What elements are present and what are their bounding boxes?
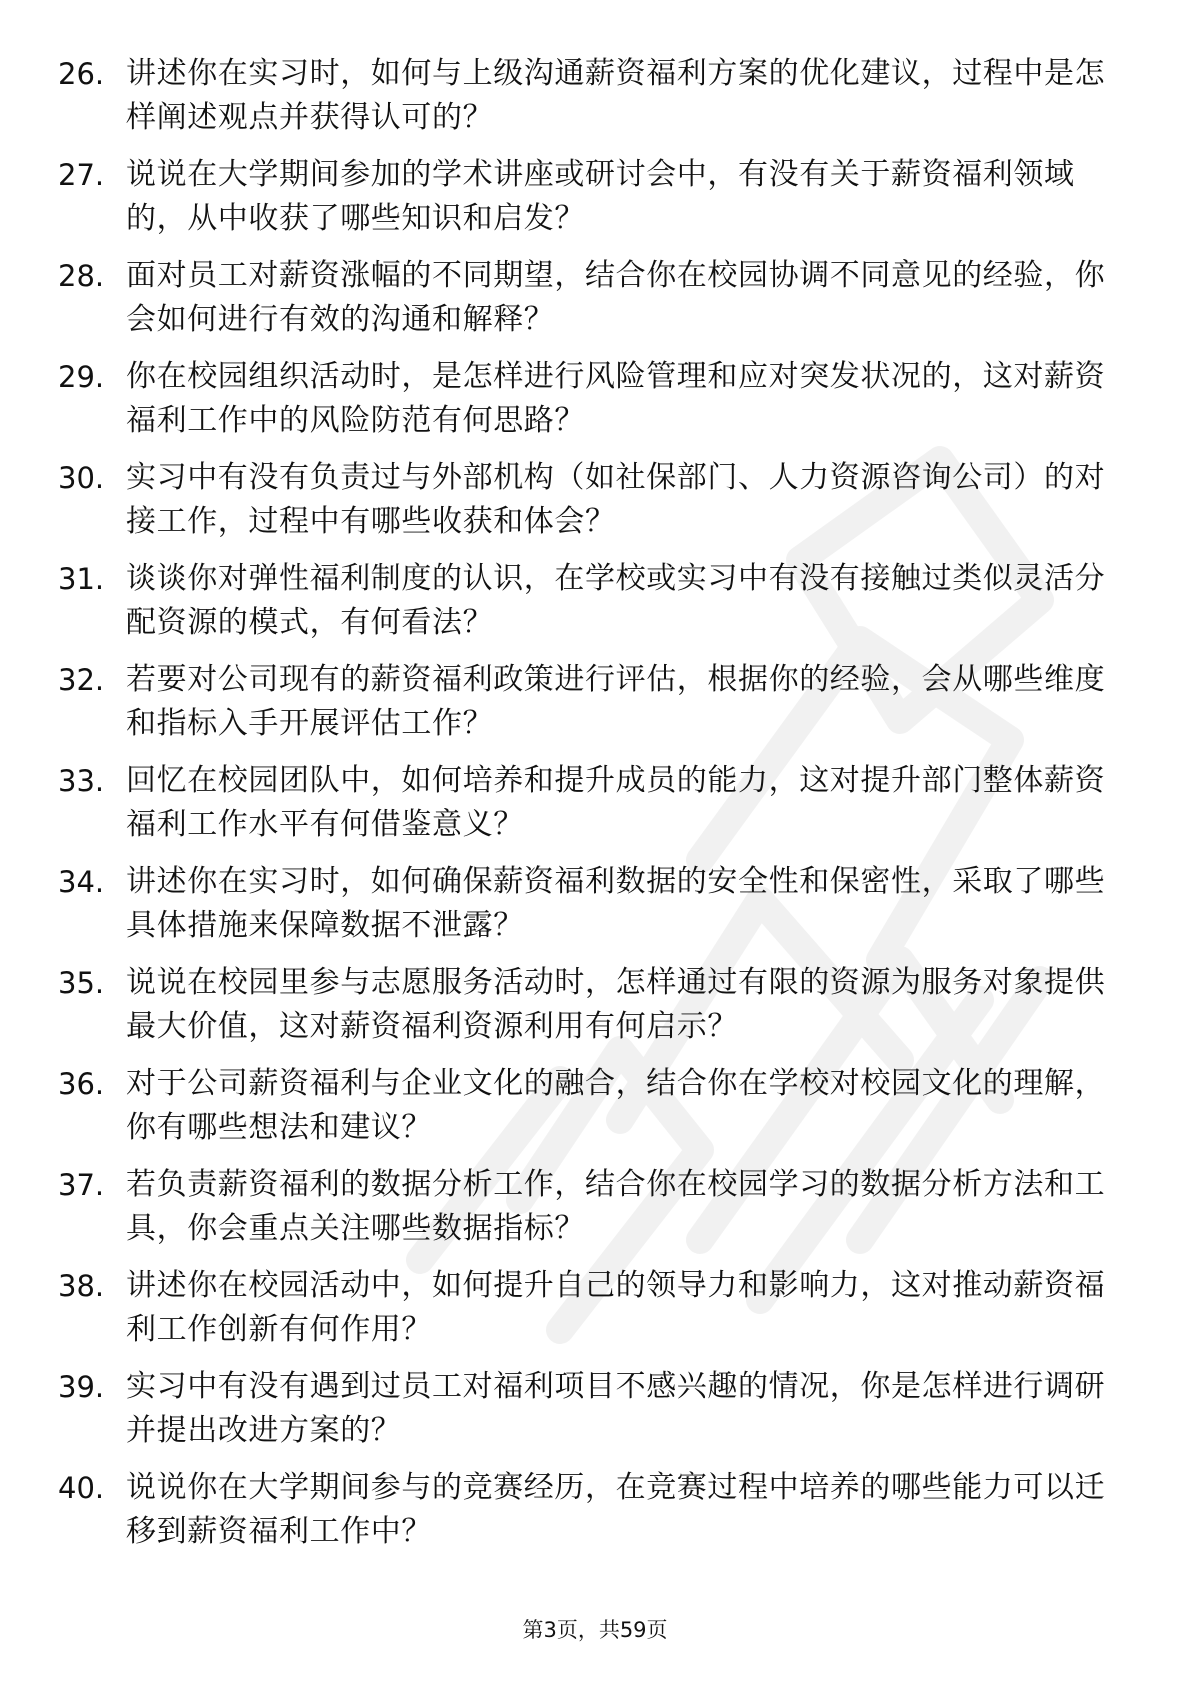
- question-item: [58, 1466, 1138, 1567]
- question-text: 说说在校园里参与志愿服务活动时，怎样通过有限的资源为服务对象提供最大价值，这对薪资福利资源利用有何启示？: [126, 965, 1106, 1044]
- question-item: [58, 759, 1138, 860]
- question-text: 若负责薪资福利的数据分析工作，结合你在校园学习的数据分析方法和工具，你会重点关注哪些数据指标？: [126, 1167, 1106, 1246]
- question-list: [58, 52, 1138, 1567]
- question-text: 讲述你在实习时，如何确保薪资福利数据的安全性和保密性，采取了哪些具体措施来保障数据不泄露？: [126, 864, 1106, 943]
- question-item: [58, 1264, 1138, 1365]
- question-item: [58, 456, 1138, 557]
- question-number: 35.: [58, 966, 105, 1000]
- question-number: 37.: [58, 1168, 105, 1202]
- question-number: 26.: [58, 57, 105, 91]
- question-number: 39.: [58, 1370, 105, 1404]
- question-text: 对于公司薪资福利与企业文化的融合，结合你在学校对校园文化的理解，你有哪些想法和建议？: [126, 1066, 1106, 1145]
- question-item: [58, 860, 1138, 961]
- question-text: 面对员工对薪资涨幅的不同期望，结合你在校园协调不同意见的经验，你会如何进行有效的沟通和解释？: [126, 258, 1106, 337]
- question-text: 说说你在大学期间参与的竞赛经历，在竞赛过程中培养的哪些能力可以迁移到薪资福利工作中？: [126, 1470, 1106, 1549]
- question-number: 31.: [58, 562, 105, 596]
- question-text: 若要对公司现有的薪资福利政策进行评估，根据你的经验，会从哪些维度和指标入手开展评估工作？: [126, 662, 1106, 741]
- question-number: 28.: [58, 259, 105, 293]
- question-item: [58, 52, 1138, 153]
- question-text: 你在校园组织活动时，是怎样进行风险管理和应对突发状况的，这对薪资福利工作中的风险防范有何思路？: [126, 359, 1106, 438]
- question-number: 29.: [58, 360, 105, 394]
- question-number: 38.: [58, 1269, 105, 1303]
- question-number: 33.: [58, 764, 105, 798]
- question-text: 讲述你在校园活动中，如何提升自己的领导力和影响力，这对推动薪资福利工作创新有何作用？: [126, 1268, 1106, 1347]
- question-text: 讲述你在实习时，如何与上级沟通薪资福利方案的优化建议，过程中是怎样阐述观点并获得认可的？: [126, 56, 1106, 135]
- question-number: 27.: [58, 158, 105, 192]
- question-text: 说说在大学期间参加的学术讲座或研讨会中，有没有关于薪资福利领域的，从中收获了哪些知识和启发？: [126, 157, 1075, 236]
- question-text: 回忆在校园团队中，如何培养和提升成员的能力，这对提升部门整体薪资福利工作水平有何借鉴意义？: [126, 763, 1106, 842]
- question-text: 实习中有没有负责过与外部机构（如社保部门、人力资源咨询公司）的对接工作，过程中有哪些收获和体会？: [126, 460, 1106, 539]
- question-item: [58, 961, 1138, 1062]
- question-text: 实习中有没有遇到过员工对福利项目不感兴趣的情况，你是怎样进行调研并提出改进方案的？: [126, 1369, 1106, 1448]
- question-item: [58, 1163, 1138, 1264]
- question-number: 36.: [58, 1067, 105, 1101]
- question-number: 32.: [58, 663, 105, 697]
- question-item: [58, 557, 1138, 658]
- question-number: 34.: [58, 865, 105, 899]
- question-number: 30.: [58, 461, 105, 495]
- page-number: 第3页，共59页: [522, 1618, 668, 1642]
- question-item: [58, 1365, 1138, 1466]
- question-item: [58, 254, 1138, 355]
- question-item: [58, 658, 1138, 759]
- question-item: [58, 153, 1138, 254]
- question-text: 谈谈你对弹性福利制度的认识，在学校或实习中有没有接触过类似灵活分配资源的模式，有何看法？: [126, 561, 1106, 640]
- question-item: [58, 355, 1138, 456]
- question-number: 40.: [58, 1471, 105, 1505]
- question-item: [58, 1062, 1138, 1163]
